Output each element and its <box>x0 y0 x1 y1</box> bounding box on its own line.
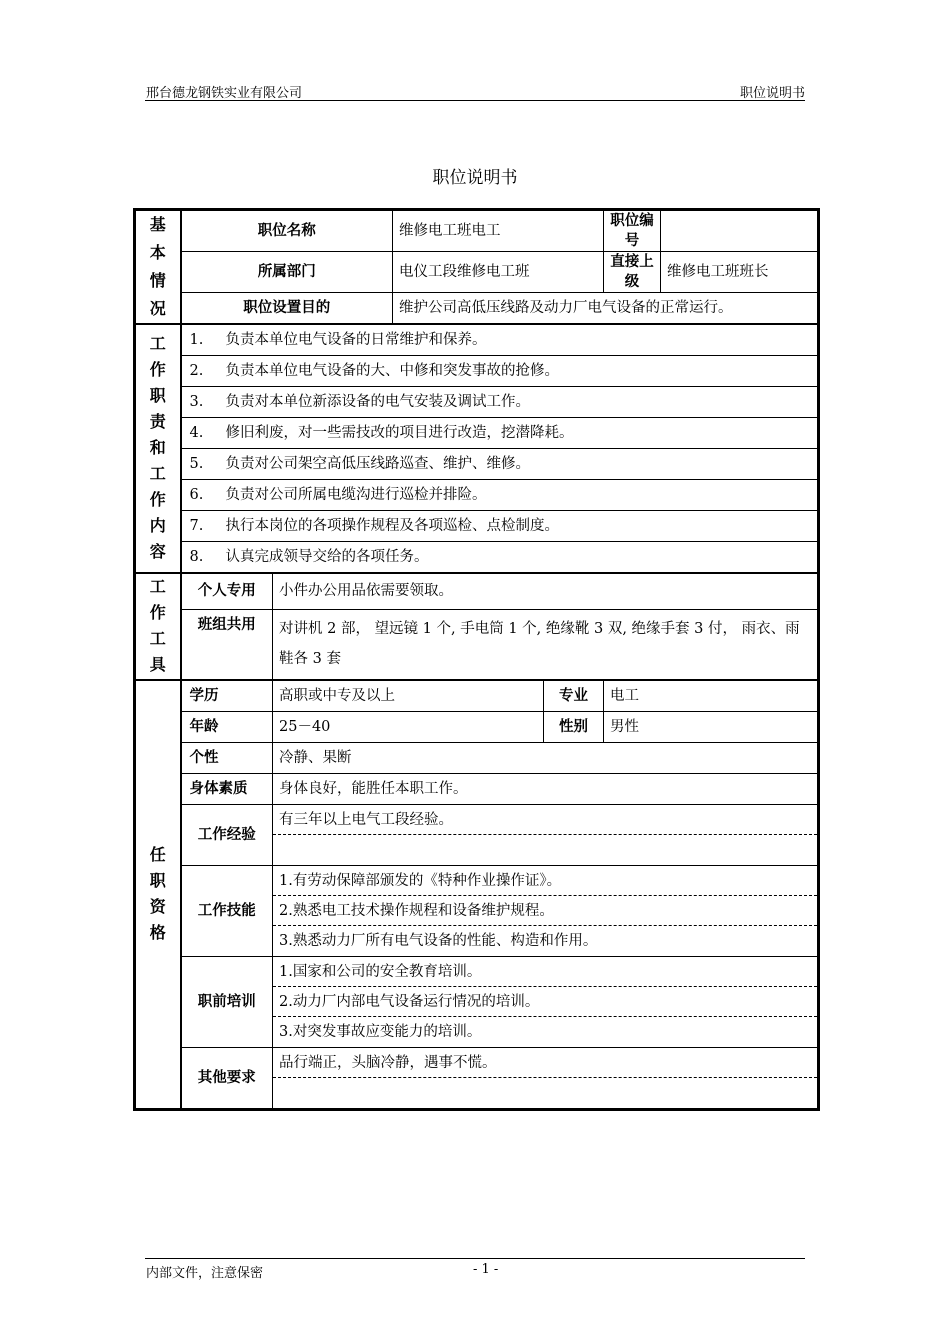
health-label: 身体素质 <box>181 774 273 805</box>
purpose-label: 职位设置目的 <box>181 293 393 325</box>
duty-text: 负责本单位电气设备的大、中修和突发事故的抢修。 <box>225 363 559 379</box>
gender-value: 男性 <box>604 712 819 743</box>
exp-line <box>273 835 817 865</box>
age-label: 年龄 <box>181 712 273 743</box>
qual-training-row <box>135 957 819 1048</box>
duty-row <box>135 324 819 356</box>
tools-personal-row <box>135 573 819 609</box>
section-tools <box>135 573 181 680</box>
duty-item <box>181 418 819 449</box>
duty-text: 负责对公司所属电缆沟进行巡检并排险。 <box>225 487 487 503</box>
training-value <box>273 957 819 1048</box>
section-tools-label: 工作工具 <box>149 577 166 674</box>
duty-item <box>181 480 819 511</box>
exp-label: 工作经验 <box>181 805 273 866</box>
duty-row <box>135 542 819 574</box>
section-duties <box>135 324 181 573</box>
dept-value: 电仪工段维修电工班 <box>393 252 604 293</box>
duty-item <box>181 449 819 480</box>
tools-team-row <box>135 609 819 680</box>
duty-row <box>135 356 819 387</box>
personality-value: 冷静、果断 <box>273 743 819 774</box>
other-line <box>273 1078 817 1108</box>
duty-number: 7. <box>189 518 204 534</box>
duty-number: 5. <box>189 456 204 472</box>
position-code-value <box>661 210 819 252</box>
qual-skill-row <box>135 866 819 957</box>
skill-line: 3.熟悉动力厂所有电气设备的性能、构造和作用。 <box>279 933 598 949</box>
training-label: 职前培训 <box>181 957 273 1048</box>
section-duties-label: 工作职责和工作内容 <box>149 334 166 561</box>
skill-value <box>273 866 819 957</box>
age-value: 25－40 <box>273 712 544 743</box>
qual-other-row <box>135 1048 819 1110</box>
qual-health-row <box>135 774 819 805</box>
footer-note: 内部文件，注意保密 <box>146 1266 264 1281</box>
tools-team-value: 对讲机 2 部， 望远镜 1 个, 手电筒 1 个, 绝缘靴 3 双, 绝缘手套 3 付， 雨衣、雨鞋各 3 套 <box>273 609 819 680</box>
position-code-label: 职位编号 <box>604 210 661 252</box>
position-name-value: 维修电工班电工 <box>393 210 604 252</box>
skill-label: 工作技能 <box>181 866 273 957</box>
section-qual-label: 任职资格 <box>149 845 166 942</box>
basic-row-1 <box>135 210 819 252</box>
duty-text: 负责对本单位新添设备的电气安装及调试工作。 <box>225 394 530 410</box>
duty-text: 负责本单位电气设备的日常维护和保养。 <box>225 332 487 348</box>
exp-line: 有三年以上电气工段经验。 <box>273 805 817 835</box>
basic-row-3 <box>135 293 819 325</box>
qual-edu-row <box>135 680 819 712</box>
footer-divider <box>145 1258 805 1259</box>
duty-item <box>181 356 819 387</box>
duty-row <box>135 418 819 449</box>
duty-number: 3. <box>189 394 204 410</box>
personality-label: 个性 <box>181 743 273 774</box>
qual-age-row <box>135 712 819 743</box>
job-description-table <box>133 208 820 1111</box>
gender-label: 性别 <box>544 712 604 743</box>
skill-line: 2.熟悉电工技术操作规程和设备维护规程。 <box>273 896 817 926</box>
duty-item <box>181 511 819 542</box>
qual-personality-row <box>135 743 819 774</box>
edu-label: 学历 <box>181 680 273 712</box>
dept-label: 所属部门 <box>181 252 393 293</box>
section-basic-label: 基本情况 <box>149 215 166 318</box>
tools-personal-value: 小件办公用品依需要领取。 <box>273 573 819 609</box>
qual-exp-row <box>135 805 819 866</box>
superior-label: 直接上级 <box>604 252 661 293</box>
training-line: 3.对突发事故应变能力的培训。 <box>279 1024 482 1040</box>
duty-number: 1. <box>189 332 204 348</box>
duty-item <box>181 542 819 574</box>
health-value: 身体良好，能胜任本职工作。 <box>273 774 819 805</box>
duty-row <box>135 449 819 480</box>
duty-number: 6. <box>189 487 204 503</box>
header-company: 邢台德龙钢铁实业有限公司 <box>146 86 303 101</box>
duty-row <box>135 511 819 542</box>
training-line: 1.国家和公司的安全教育培训。 <box>273 957 817 987</box>
duty-number: 8. <box>189 549 204 565</box>
other-label: 其他要求 <box>181 1048 273 1110</box>
tools-team-label: 班组共用 <box>181 609 273 680</box>
other-line: 品行端正，头脑冷静，遇事不慌。 <box>273 1048 817 1078</box>
position-name-label: 职位名称 <box>181 210 393 252</box>
tools-personal-label: 个人专用 <box>181 573 273 609</box>
section-basic <box>135 210 181 325</box>
header-divider <box>145 100 805 101</box>
purpose-value: 维护公司高低压线路及动力厂电气设备的正常运行。 <box>393 293 819 325</box>
duty-number: 4. <box>189 425 204 441</box>
major-value: 电工 <box>604 680 819 712</box>
basic-row-2 <box>135 252 819 293</box>
duty-row <box>135 387 819 418</box>
edu-value: 高职或中专及以上 <box>273 680 544 712</box>
training-line: 2.动力厂内部电气设备运行情况的培训。 <box>273 987 817 1017</box>
document-title: 职位说明书 <box>432 168 518 188</box>
duty-row <box>135 480 819 511</box>
duty-item <box>181 387 819 418</box>
duty-item <box>181 324 819 356</box>
duty-text: 负责对公司架空高低压线路巡查、维护、维修。 <box>225 456 530 472</box>
exp-value <box>273 805 819 866</box>
page-number: - 1 - <box>473 1262 499 1277</box>
header-doc-type: 职位说明书 <box>739 86 805 101</box>
other-value <box>273 1048 819 1110</box>
duty-number: 2. <box>189 363 204 379</box>
major-label: 专业 <box>544 680 604 712</box>
superior-value: 维修电工班班长 <box>661 252 819 293</box>
section-qual <box>135 680 181 1110</box>
duty-text: 认真完成领导交给的各项任务。 <box>225 549 429 565</box>
duty-text: 修旧利废，对一些需技改的项目进行改造，挖潜降耗。 <box>225 425 574 441</box>
skill-line: 1.有劳动保障部颁发的《特种作业操作证》。 <box>273 866 817 896</box>
duty-text: 执行本岗位的各项操作规程及各项巡检、点检制度。 <box>225 518 559 534</box>
